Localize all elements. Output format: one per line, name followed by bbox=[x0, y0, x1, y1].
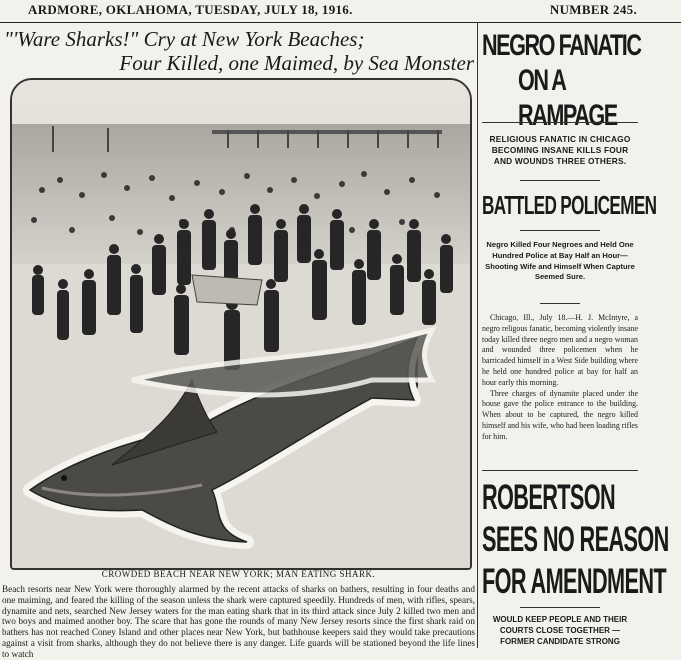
robertson-headline-line1: ROBERTSON bbox=[482, 478, 616, 517]
section-rule bbox=[520, 230, 600, 231]
masthead-issue-number: NUMBER 245. bbox=[549, 2, 637, 17]
shark-headline-line1: "'Ware Sharks!" Cry at New York Beaches; bbox=[4, 27, 365, 51]
fanatic-headline bbox=[482, 28, 642, 133]
shark-headline-line2: Four Killed, one Maimed, by Sea Monster bbox=[119, 51, 474, 75]
column-divider bbox=[477, 22, 478, 648]
illustration-caption: CROWDED BEACH NEAR NEW YORK; MAN EATING SHARK. bbox=[101, 569, 376, 579]
fanatic-headline-line2: ON A RAMPAGE bbox=[518, 64, 617, 132]
fanatic-article bbox=[482, 313, 638, 443]
beach-shark-illustration bbox=[10, 78, 472, 570]
section-rule bbox=[482, 470, 638, 471]
fanatic-headline-line1: NEGRO FANATIC bbox=[482, 29, 641, 62]
masthead-dateline: ARDMORE, OKLAHOMA, TUESDAY, JULY 18, 1916. bbox=[28, 2, 353, 17]
fanatic-paragraph: Three charges of dynamite placed under the house gave the police entrance to the building. When about to be captured, the negro killed himself and his wife, who had been loading rifles for him. bbox=[482, 388, 638, 441]
fanatic-paragraph: Chicago, Ill., July 18.—H. J. McIntyre, a negro religous fanatic, becoming violently insane today killed three negro men and a negro woman and wounded three policemen when he barricaded himself in a West Side building where he held one hundred police at bay for half an hour early this morning. bbox=[482, 313, 639, 387]
fanatic-subhead: BATTLED POLICEMEN bbox=[482, 190, 657, 220]
masthead bbox=[0, 0, 681, 22]
fanatic-deck: RELIGIOUS FANATIC IN CHICAGO BECOMING INSANE KILLS FOUR AND WOUNDS THREE OTHERS. bbox=[489, 134, 631, 166]
beach-shark-picture bbox=[12, 80, 470, 568]
section-rule bbox=[482, 122, 638, 123]
section-rule bbox=[540, 303, 580, 304]
masthead-rule bbox=[0, 22, 681, 23]
shark-story-body: Beach resorts near New York were thoroughly alarmed by the recent attacks of sharks on bathers, resulting in four deaths and one maiming, and feared the killing of the season unless the shark were captured speedily. Hundreds of men, with rifles, spears, dynamite and nets, searched New Jersey waters for the man eating shark that in its third attack since July 2 killed two men and two boys and maimed another boy. The scare that has gone the rounds of many New Jersey resorts since the first shark raid on bathers has not reached Coney Island and other places near New York, but bathhouse keepers said they would take precautions against a visit from sharks, although they do not believe there is any danger. Life guards will be stationed beyond the life lines to watch bbox=[2, 584, 475, 659]
shark-headline bbox=[4, 27, 474, 75]
robertson-headline-line3: FOR AMENDMENT bbox=[482, 562, 667, 601]
robertson-headline-line2: SEES NO REASON bbox=[482, 520, 669, 559]
section-rule bbox=[520, 607, 600, 608]
fanatic-subdeck: Negro Killed Four Negroes and Held One Hundred Police at Bay Half an Hour—Shooting Wife and Himself When Capture Seemed Sure. bbox=[485, 240, 635, 282]
robertson-headline bbox=[482, 477, 669, 603]
section-rule bbox=[520, 180, 600, 181]
robertson-deck: WOULD KEEP PEOPLE AND THEIR COURTS CLOSE TOGETHER — FORMER CANDIDATE STRONG bbox=[492, 615, 628, 646]
